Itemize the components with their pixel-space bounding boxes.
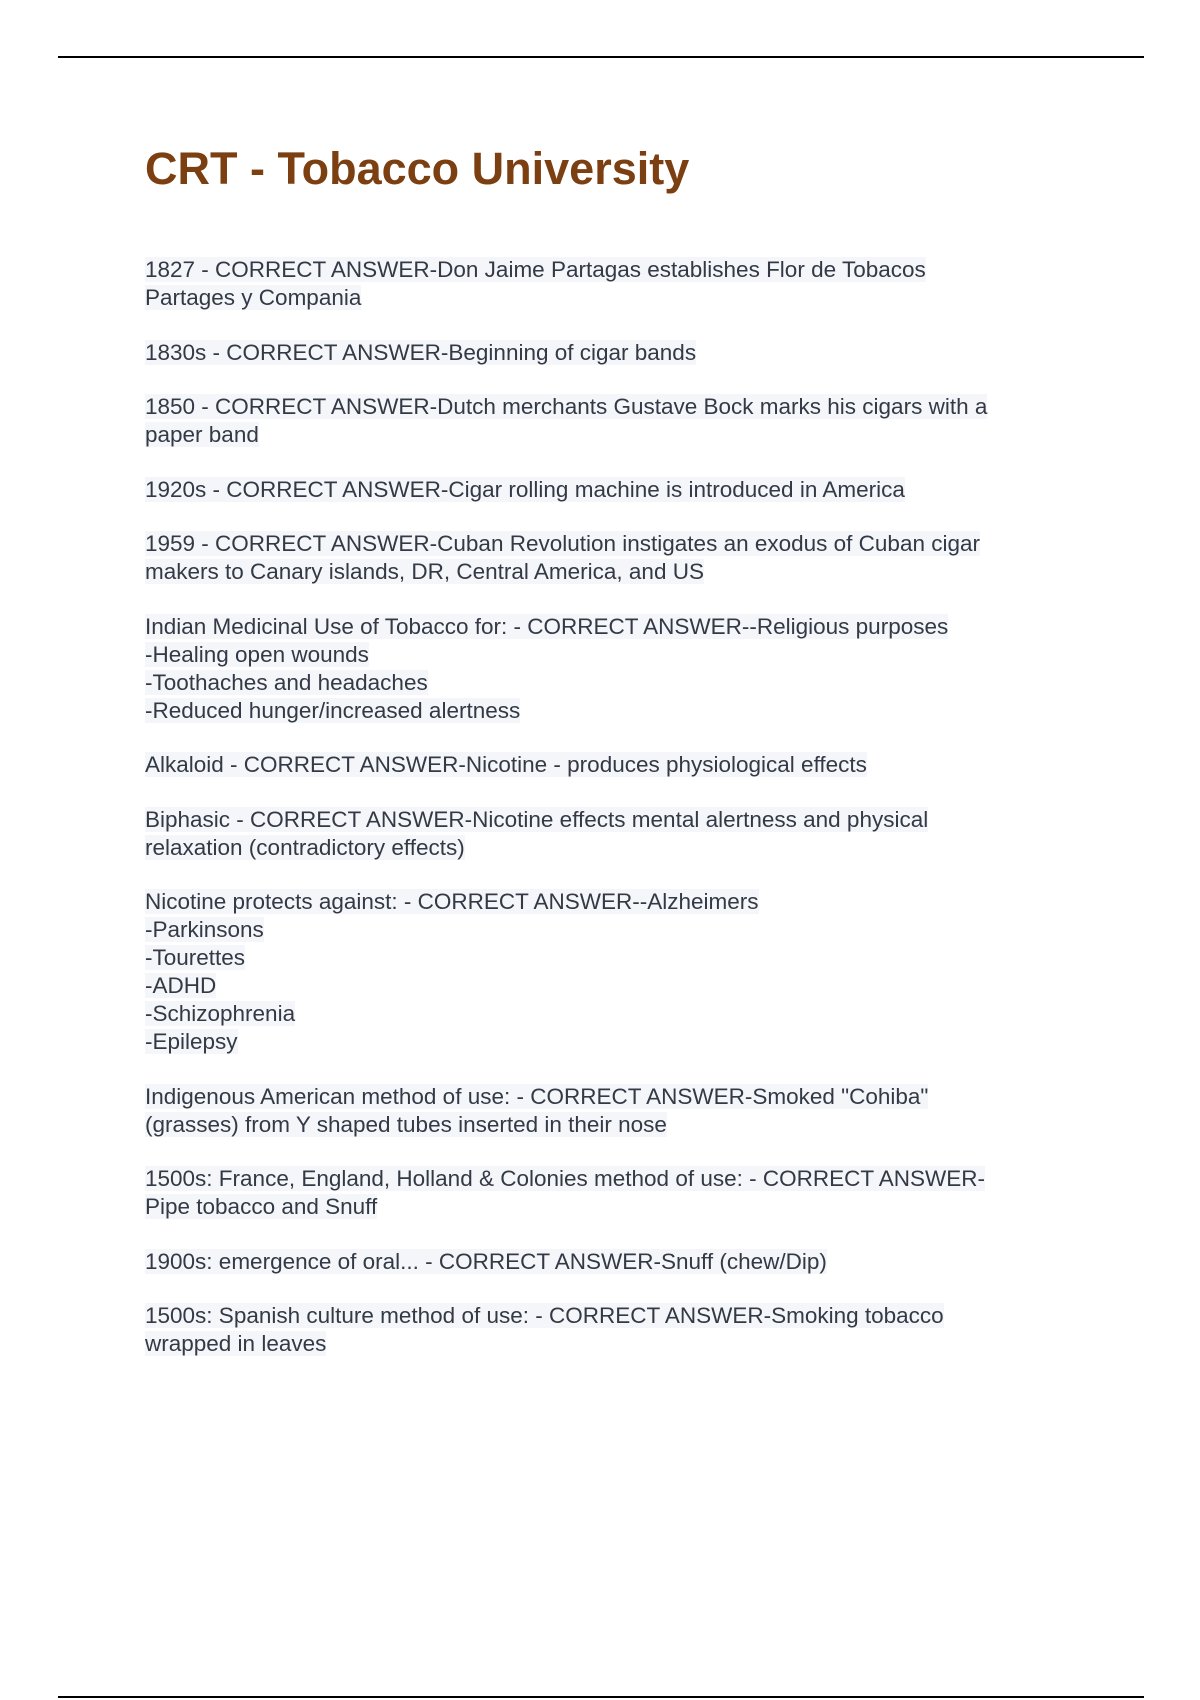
entry-line: -ADHD (145, 973, 217, 998)
entry-line: (grasses) from Y shaped tubes inserted in their nose (145, 1111, 667, 1137)
entry-line: 1830s - CORRECT ANSWER-Beginning of cigar bands (145, 339, 697, 365)
entry-line: 1900s: emergence of oral... - CORRECT ANSWER-Snuff (chew/Dip) (145, 1248, 827, 1274)
entry-line: 1850 - CORRECT ANSWER-Dutch merchants Gustave Bock marks his cigars with a (145, 394, 988, 419)
entry-line: 1920s - CORRECT ANSWER-Cigar rolling machine is introduced in America (145, 476, 905, 502)
bottom-rule (58, 1696, 1144, 1698)
qa-entry (145, 339, 1075, 367)
entry-line: 1500s: France, England, Holland & Colonies method of use: - CORRECT ANSWER- (145, 1166, 985, 1191)
entry-line: Pipe tobacco and Snuff (145, 1194, 378, 1219)
entry-line: -Toothaches and headaches (145, 669, 428, 695)
entry-line: -Healing open wounds (145, 641, 369, 667)
entry-line: 1500s: Spanish culture method of use: - CORRECT ANSWER-Smoking tobacco (145, 1303, 944, 1328)
entry-line: -Parkinsons (145, 917, 264, 942)
qa-entry (145, 1165, 1075, 1221)
entry-line: Indigenous American method of use: - CORRECT ANSWER-Smoked "Cohiba" (145, 1083, 929, 1109)
qa-entry (145, 1302, 1075, 1358)
top-rule (58, 56, 1144, 58)
entry-line: Biphasic - CORRECT ANSWER-Nicotine effects mental alertness and physical (145, 806, 929, 832)
qa-entry (145, 1248, 1075, 1276)
qa-entry (145, 806, 1075, 862)
entry-line: makers to Canary islands, DR, Central America, and US (145, 559, 704, 584)
qa-entry (145, 393, 1075, 449)
entry-line: -Tourettes (145, 945, 246, 970)
entry-line: paper band (145, 422, 259, 447)
entry-line: Indian Medicinal Use of Tobacco for: - CORRECT ANSWER--Religious purposes (145, 613, 949, 639)
entry-line: -Epilepsy (145, 1029, 238, 1054)
entry-line: 1959 - CORRECT ANSWER-Cuban Revolution instigates an exodus of Cuban cigar (145, 531, 980, 556)
entry-line: 1827 - CORRECT ANSWER-Don Jaime Partagas establishes Flor de Tobacos (145, 257, 926, 282)
qa-entry (145, 1083, 1075, 1139)
document-title: CRT - Tobacco University (145, 143, 690, 194)
qa-entry (145, 476, 1075, 504)
entry-line: relaxation (contradictory effects) (145, 834, 465, 860)
qa-entry (145, 256, 1075, 312)
qa-entry (145, 530, 1075, 586)
entry-line: Alkaloid - CORRECT ANSWER-Nicotine - produces physiological effects (145, 752, 867, 777)
entry-line: -Reduced hunger/increased alertness (145, 697, 521, 723)
entry-line: Nicotine protects against: - CORRECT ANSWER--Alzheimers (145, 889, 759, 914)
entry-line: -Schizophrenia (145, 1001, 296, 1026)
qa-list (145, 256, 1075, 1385)
qa-entry (145, 888, 1075, 1056)
qa-entry (145, 751, 1075, 779)
qa-entry (145, 613, 1075, 725)
entry-line: wrapped in leaves (145, 1331, 327, 1356)
entry-line: Partages y Compania (145, 285, 362, 310)
